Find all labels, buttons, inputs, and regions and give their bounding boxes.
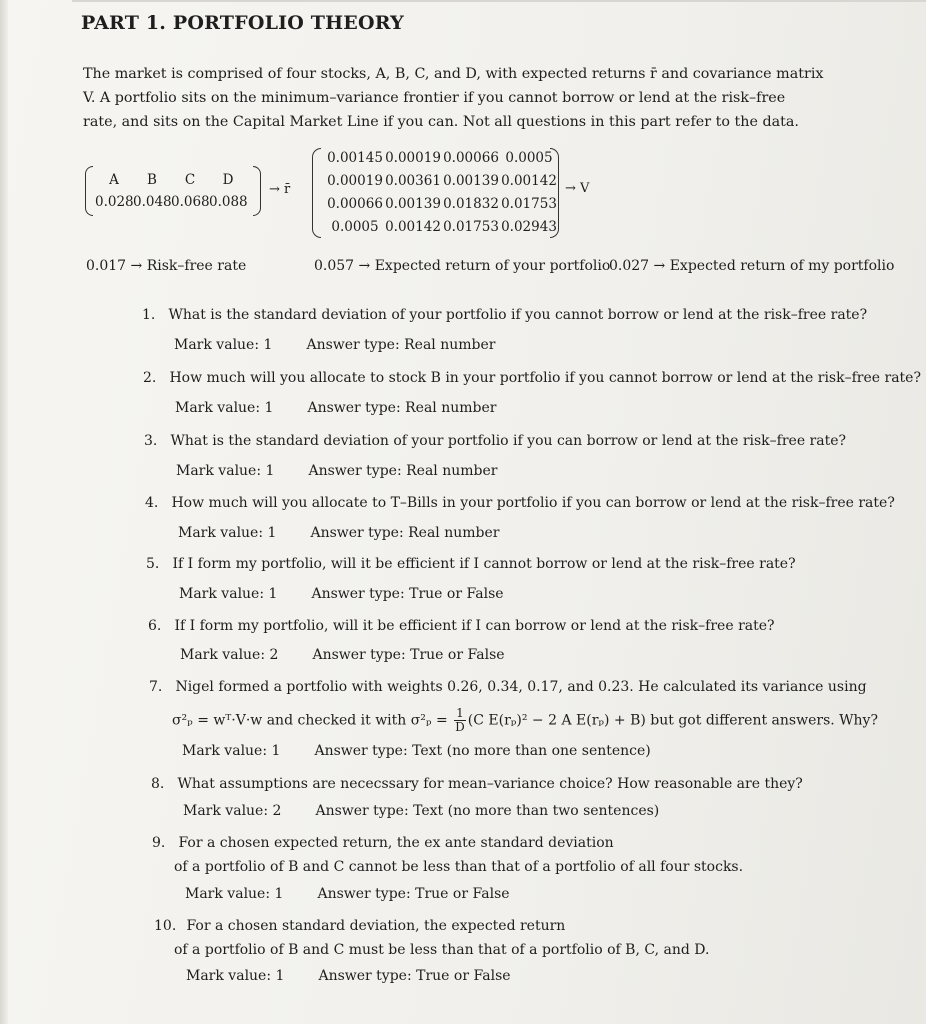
mark-value: Mark value: 1 (178, 525, 277, 541)
question-number: 8. (151, 776, 165, 792)
question-7-meta (182, 743, 651, 759)
covariance-arrow-label: → V (565, 181, 590, 196)
matrix-row (326, 219, 558, 235)
answer-type: Answer type: Real number (307, 400, 497, 416)
return-value: 0.088 (209, 194, 248, 210)
matrix-cell: 0.0005 (505, 150, 553, 166)
fraction-numerator: 1 (456, 706, 464, 720)
return-value: 0.048 (133, 194, 172, 210)
top-divider (72, 0, 926, 2)
return-value: 0.028 (95, 194, 134, 210)
matrix-cell: 0.01753 (443, 219, 499, 235)
question-6 (148, 618, 775, 634)
question-7 (149, 679, 867, 695)
matrix-cell: 0.00019 (385, 150, 441, 166)
answer-type: Answer type: Real number (310, 525, 500, 541)
question-9-continuation: of a portfolio of B and C cannot be less than that of a portfolio of all four stocks. (174, 859, 744, 875)
mark-value: Mark value: 1 (176, 463, 275, 479)
answer-type: Answer type: Real number (306, 337, 496, 353)
question-8-meta (183, 803, 659, 819)
matrix-cell: 0.0005 (331, 219, 379, 235)
question-5-meta (179, 586, 504, 602)
answer-type: Answer type: Text (no more than two sentences) (315, 803, 660, 819)
question-number: 10. (154, 918, 177, 934)
question-8 (151, 776, 803, 792)
question-10-continuation: of a portfolio of B and C must be less than that of a portfolio of B, C, and D. (174, 942, 710, 958)
question-6-meta (180, 647, 505, 663)
returns-vector (85, 164, 265, 220)
left-parenthesis (85, 166, 93, 216)
question-number: 6. (148, 618, 162, 634)
question-text: What is the standard deviation of your portfolio if you cannot borrow or lend at the risk–free rate? (168, 307, 868, 323)
answer-type: Answer type: True or False (311, 586, 504, 602)
intro-line: rate, and sits on the Capital Market Line if you can. Not all questions in this part refer to the data. (83, 114, 799, 130)
return-value: 0.068 (171, 194, 210, 210)
question-number: 4. (145, 495, 159, 511)
question-4 (145, 495, 895, 511)
mark-value: Mark value: 1 (186, 968, 285, 984)
mark-value: Mark value: 1 (174, 337, 273, 353)
matrix-cell: 0.00066 (327, 196, 383, 212)
formula-part: but got different answers. Why? (645, 712, 878, 729)
answer-type: Answer type: True or False (318, 968, 511, 984)
question-1 (142, 307, 867, 323)
returns-values-row (95, 194, 247, 210)
answer-type: Answer type: Real number (308, 463, 498, 479)
question-10-meta (186, 968, 511, 984)
question-4-meta (178, 525, 499, 541)
matrix-cell: 0.01753 (501, 196, 557, 212)
my-portfolio-return: 0.027 → Expected return of my portfolio (609, 258, 895, 274)
matrix-cell: 0.01832 (443, 196, 499, 212)
question-3 (144, 433, 846, 449)
question-5 (146, 556, 796, 572)
stock-label: C (184, 172, 196, 188)
question-text: What is the standard deviation of your portfolio if you can borrow or lend at the risk–free rate? (170, 433, 847, 449)
intro-line: V. A portfolio sits on the minimum–variance frontier if you cannot borrow or lend at the risk–free (83, 90, 786, 106)
matrix-cell: 0.00019 (327, 173, 383, 189)
returns-labels-row (95, 172, 247, 188)
question-text: For a chosen expected return, the ex ante standard deviation (178, 835, 614, 851)
page-title: PART 1. PORTFOLIO THEORY (81, 12, 404, 34)
question-text: If I form my portfolio, will it be efficient if I cannot borrow or lend at the risk–free rate? (172, 556, 796, 572)
question-3-meta (176, 463, 497, 479)
right-parenthesis (550, 148, 559, 238)
matrix-cell: 0.00139 (385, 196, 441, 212)
question-number: 7. (149, 679, 163, 695)
answer-type: Answer type: Text (no more than one sentence) (314, 743, 651, 759)
mark-value: Mark value: 1 (179, 586, 278, 602)
matrix-cell: 0.00066 (443, 150, 499, 166)
right-parenthesis (253, 166, 261, 216)
matrix-cell: 0.00142 (501, 173, 557, 189)
matrix-cell: 0.02943 (501, 219, 557, 235)
stock-label: A (109, 172, 119, 188)
question-text: Nigel formed a portfolio with weights 0.26, 0.34, 0.17, and 0.23. He calculated its variance using (175, 679, 867, 695)
question-text: How much will you allocate to stock B in your portfolio if you cannot borrow or lend at the risk–free rate? (169, 370, 921, 386)
question-9-meta (185, 886, 510, 902)
matrix-cell: 0.00145 (327, 150, 383, 166)
variance-formula (172, 707, 878, 734)
question-text: If I form my portfolio, will it be efficient if I can borrow or lend at the risk–free rate? (174, 618, 775, 634)
formula-part: σ²ₚ = wᵀ·V·w and checked it with σ²ₚ = (172, 712, 453, 729)
matrix-cell: 0.00142 (385, 219, 441, 235)
page-edge-shadow (0, 0, 8, 1024)
stock-label: B (147, 172, 157, 188)
mark-value: Mark value: 2 (183, 803, 282, 819)
intro-paragraph (83, 62, 824, 134)
mark-value: Mark value: 1 (182, 743, 281, 759)
mark-value: Mark value: 1 (175, 400, 274, 416)
intro-line: The market is comprised of four stocks, A, B, C, and D, with expected returns r̄ and covariance matrix (83, 66, 824, 82)
question-text: How much will you allocate to T–Bills in your portfolio if you can borrow or lend at the risk–free rate? (171, 495, 895, 511)
left-parenthesis (312, 148, 321, 238)
question-number: 5. (146, 556, 160, 572)
question-9 (152, 835, 614, 851)
matrix-cell: 0.00361 (385, 173, 441, 189)
question-number: 1. (142, 307, 156, 323)
risk-free-rate: 0.017 → Risk–free rate (86, 258, 247, 274)
formula-part: (C E(rₚ)² − 2 A E(rₚ) + B) (467, 712, 646, 729)
fraction-denominator: D (455, 720, 465, 734)
matrix-row (326, 150, 558, 166)
covariance-matrix (312, 146, 567, 240)
question-text: What assumptions are nececssary for mean–variance choice? How reasonable are they? (177, 776, 803, 792)
question-text: For a chosen standard deviation, the expected return (186, 918, 566, 934)
question-2 (143, 370, 921, 386)
answer-type: Answer type: True or False (317, 886, 510, 902)
stock-label: D (222, 172, 234, 188)
matrix-cell: 0.00139 (443, 173, 499, 189)
fraction (454, 707, 466, 734)
mark-value: Mark value: 1 (185, 886, 284, 902)
question-number: 9. (152, 835, 166, 851)
answer-type: Answer type: True or False (312, 647, 505, 663)
matrix-row (326, 196, 558, 212)
mark-value: Mark value: 2 (180, 647, 279, 663)
your-portfolio-return: 0.057 → Expected return of your portfolio (314, 258, 611, 274)
question-number: 2. (143, 370, 157, 386)
question-2-meta (175, 400, 496, 416)
question-1-meta (174, 337, 495, 353)
question-10 (154, 918, 565, 934)
returns-arrow-label: → r̄ (269, 182, 291, 197)
question-number: 3. (144, 433, 158, 449)
matrix-row (326, 173, 558, 189)
